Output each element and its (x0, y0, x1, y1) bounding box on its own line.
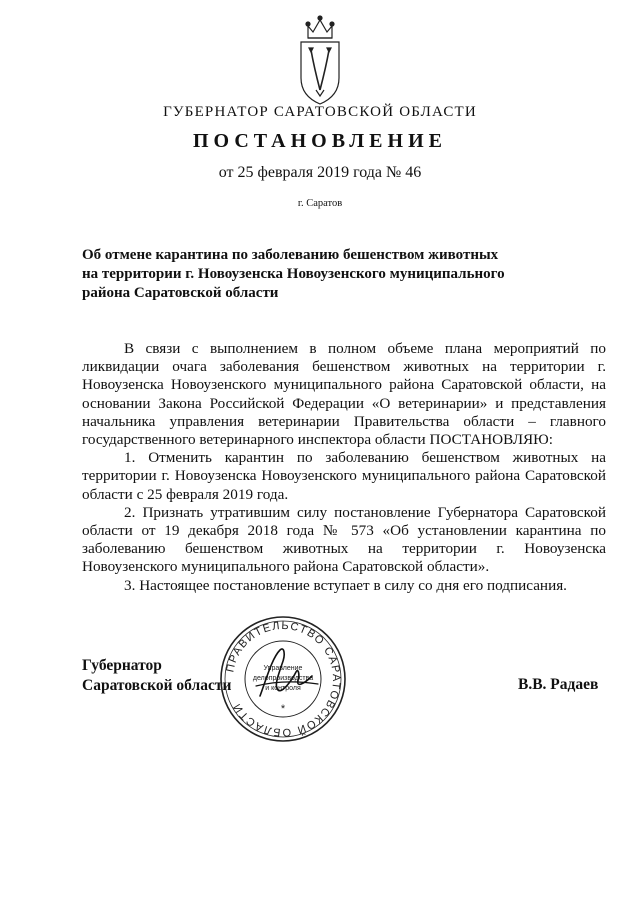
body-paragraph-item-2: 2. Признать утратившим силу постановление Губернатора Саратовской области от 19 декабря 2018 года № 573 «Об установлении карантина по заболеванию бешенством животных на территории г. Новоузенска Новоузенского муниципального района Саратовской области». (82, 503, 606, 576)
seal-center-line-1: Управление (263, 665, 303, 672)
seal-ring-text: ПРАВИТЕЛЬСТВО САРАТОВСКОЙ ОБЛАСТИ (224, 619, 343, 739)
document-type-heading: ПОСТАНОВЛЕНИЕ (193, 130, 447, 152)
seal-star: * (280, 703, 286, 715)
seal-center-line-2: делопроизводства (252, 675, 314, 682)
signatory-position-line-1: Губернатор (82, 657, 162, 674)
document-body (82, 340, 606, 595)
signatory-position-line-2: Саратовской области (82, 677, 232, 694)
body-paragraph-item-1: 1. Отменить карантин по заболеванию бешенством животных на территории г. Новоузенска Новоузенского муниципального района Саратовской области с 25 февраля 2019 года. (82, 449, 606, 503)
document-place: г. Саратов (297, 198, 343, 209)
coat-of-arms-emblem (296, 12, 344, 108)
handwritten-signature (252, 640, 322, 710)
body-paragraph-item-3: 3. Настоящее постановление вступает в силу со дня его подписания. (124, 576, 567, 594)
signatory-position (82, 656, 231, 696)
signatory-name: В.В. Радаев (518, 676, 599, 693)
seal-center-line-3: и контроля (265, 685, 301, 692)
body-paragraph-preamble: В связи с выполнением в полном объеме плана мероприятий по ликвидации очага заболевания бешенством животных на территории г. Новоузенска Новоузенского муниципального района Саратовской области, на основании Закона Российской Федерации «О ветеринарии» и представления начальника управления ветеринарии Правительства области – главного государственного ветеринарного инспектора области ПОСТАНОВЛЯЮ: (82, 340, 606, 449)
document-title: Об отмене карантина по заболеванию бешенством животных на территории г. Новоузенска Новоузенского муниципального района Саратовской области (82, 247, 505, 301)
issuer-heading: ГУБЕРНАТОР САРАТОВСКОЙ ОБЛАСТИ (163, 104, 477, 120)
document-date-number: от 25 февраля 2019 года № 46 (218, 164, 422, 181)
